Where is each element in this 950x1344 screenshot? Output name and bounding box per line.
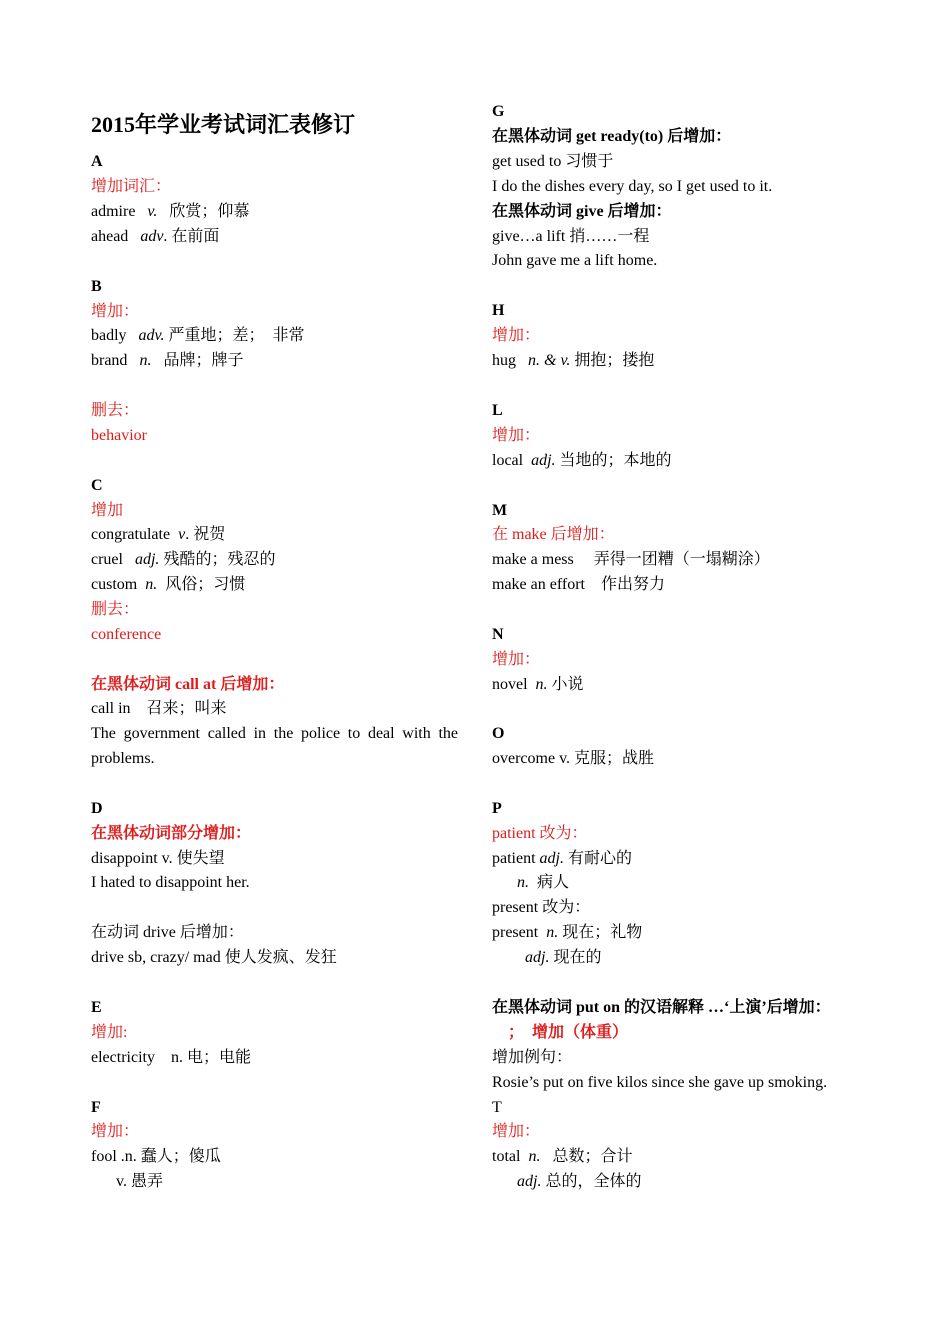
- entry-electricity: electricity n. 电；电能: [91, 1049, 251, 1066]
- page-title: 2015年学业考试词汇表修订: [91, 112, 356, 137]
- section-g-label-get-ready: 在黑体动词 get ready(to) 后增加：: [492, 128, 732, 145]
- entry-total-noun: total n. 总数；合计: [492, 1148, 633, 1165]
- entry-present-noun: present n. 现在；礼物: [492, 924, 643, 941]
- example-get-used-to: I do the dishes every day, so I get used to it.: [492, 178, 773, 195]
- entry-local: local adj. 当地的；本地的: [492, 452, 672, 469]
- section-d-label: 在黑体动词部分增加：: [91, 825, 252, 842]
- section-letter-g: G: [492, 103, 505, 120]
- section-t-label: 增加：: [492, 1123, 541, 1140]
- section-f-label: 增加：: [91, 1123, 140, 1140]
- section-b-delete-label: 删去：: [91, 402, 140, 419]
- entry-cruel: cruel adj. 残酷的；残忍的: [91, 551, 276, 568]
- section-p-present-label: present 改为：: [492, 899, 591, 916]
- section-letter-p: P: [492, 800, 502, 817]
- entry-custom: custom n. 风俗；习惯: [91, 576, 246, 593]
- section-h-label: 增加：: [492, 327, 541, 344]
- entry-novel: novel n. 小说: [492, 676, 584, 693]
- example-call-in-line2: problems.: [91, 750, 155, 767]
- section-n-label: 增加：: [492, 651, 541, 668]
- entry-present-adj: adj. 现在的: [525, 949, 602, 966]
- section-g-label-give: 在黑体动词 give 后增加：: [492, 203, 672, 220]
- section-e-label: 增加:: [91, 1024, 128, 1041]
- section-put-on-label: 在黑体动词 put on 的汉语解释 …‘上演’后增加：: [492, 999, 831, 1016]
- entry-get-used-to: get used to 习惯于: [492, 153, 614, 170]
- entry-total-adj: adj. 总的，全体的: [517, 1173, 642, 1190]
- entry-drive: drive sb, crazy/ mad 使人发疯、发狂: [91, 949, 337, 966]
- section-c-delete-label: 删去：: [91, 601, 140, 618]
- section-l-label: 增加：: [492, 427, 541, 444]
- section-letter-l: L: [492, 402, 503, 419]
- entry-patient-adj: patient adj. 有耐心的: [492, 850, 633, 867]
- section-put-on-example-label: 增加例句：: [492, 1049, 573, 1066]
- section-letter-n: N: [492, 626, 504, 643]
- entry-patient-noun: n. 病人: [517, 874, 570, 891]
- entry-congratulate: congratulate v. 祝贺: [91, 526, 226, 543]
- entry-make-a-mess: make a mess 弄得一团糟（一塌糊涂）: [492, 551, 770, 568]
- entry-call-in: call in 召来；叫来: [91, 700, 227, 717]
- entry-hug: hug n. & v. 拥抱；搂抱: [492, 352, 655, 369]
- section-letter-m: M: [492, 502, 508, 519]
- section-put-on-addition: ； 增加（体重）: [508, 1024, 629, 1041]
- example-put-on: Rosie’s put on five kilos since she gave up smoking.: [492, 1074, 828, 1091]
- entry-give-a-lift: give…a lift 捎……一程: [492, 228, 650, 245]
- section-letter-b: B: [91, 278, 102, 295]
- example-give-a-lift: John gave me a lift home.: [492, 252, 658, 269]
- section-b-deleted-word: behavior: [91, 427, 147, 444]
- section-c-callat-label: 在黑体动词 call at 后增加：: [91, 676, 285, 693]
- entry-fool-noun: fool .n. 蠢人；傻瓜: [91, 1148, 221, 1165]
- section-letter-f: F: [91, 1099, 101, 1116]
- section-c-deleted-word: conference: [91, 626, 162, 643]
- entry-badly: badly adv. 严重地；差； 非常: [91, 327, 305, 344]
- entry-fool-verb: v. 愚弄: [116, 1173, 163, 1190]
- section-a-label: 增加词汇：: [91, 178, 172, 195]
- section-p-label: patient 改为：: [492, 825, 588, 842]
- entry-disappoint: disappoint v. 使失望: [91, 850, 225, 867]
- section-letter-c: C: [91, 477, 103, 494]
- section-letter-d: D: [91, 800, 103, 817]
- section-letter-a: A: [91, 153, 103, 170]
- section-d-drive-label: 在动词 drive 后增加：: [91, 924, 244, 941]
- example-call-in-line1: The government called in the police to deal with the: [91, 725, 458, 742]
- section-letter-h: H: [492, 302, 505, 319]
- entry-overcome: overcome v. 克服；战胜: [492, 750, 655, 767]
- section-letter-t: T: [492, 1099, 502, 1116]
- entry-make-an-effort: make an effort 作出努力: [492, 576, 665, 593]
- entry-admire: admire v. 欣赏；仰慕: [91, 203, 250, 220]
- section-m-label: 在 make 后增加：: [492, 526, 615, 543]
- section-letter-e: E: [91, 999, 102, 1016]
- section-c-label: 增加: [91, 502, 124, 519]
- entry-brand: brand n. 品牌；牌子: [91, 352, 244, 369]
- section-letter-o: O: [492, 725, 505, 742]
- entry-ahead: ahead adv. 在前面: [91, 228, 220, 245]
- example-disappoint: I hated to disappoint her.: [91, 874, 250, 891]
- section-b-label: 增加：: [91, 303, 140, 320]
